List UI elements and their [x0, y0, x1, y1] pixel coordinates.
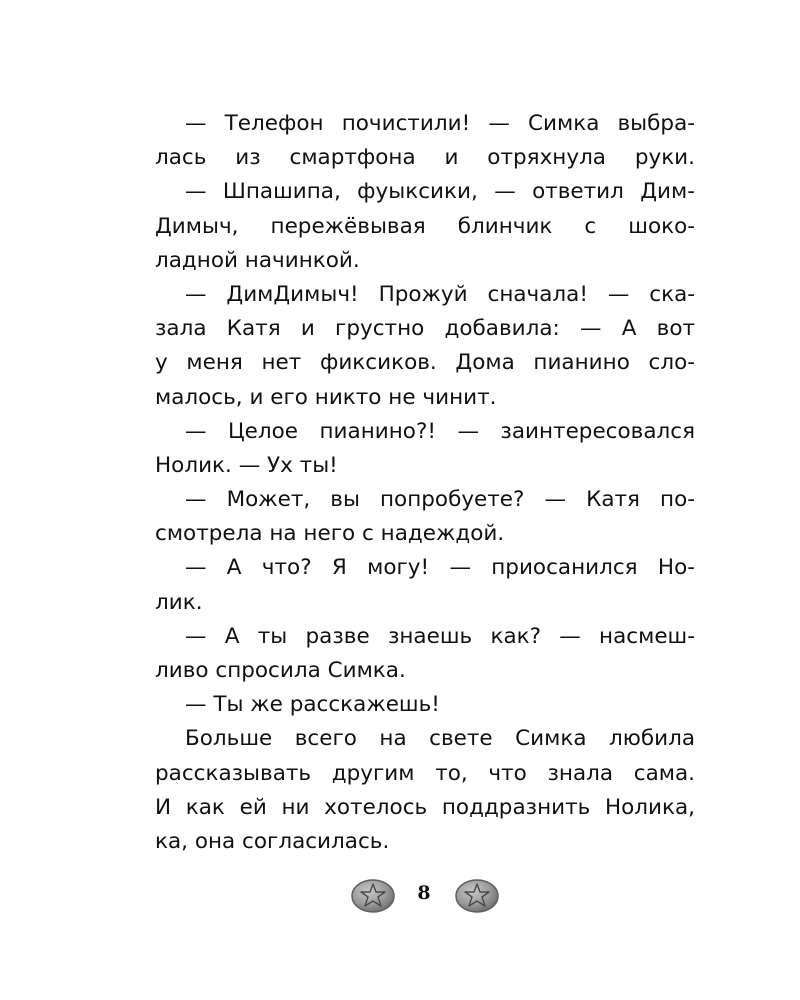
- text-line-18: — Ты же расскажешь!: [185, 692, 440, 718]
- text-line-15: лик.: [155, 589, 203, 615]
- text-line-6: — ДимДимыч! Прожуй сначала! — ска-: [185, 281, 695, 307]
- text-line-11: Нолик. — Ух ты!: [155, 452, 338, 478]
- text-line-16: — А ты разве знаешь как? — насмеш-: [185, 623, 695, 649]
- text-line-8: у меня нет фиксиков. Дома пианино сло-: [155, 350, 695, 376]
- text-line-5: ладной начинкой.: [155, 247, 360, 273]
- text-line-9: малось, и его никто не чинит.: [155, 384, 497, 410]
- text-line-21: И как ей ни хотелось поддразнить Нолика,: [155, 794, 695, 820]
- text-line-7: зала Катя и грустно добавила: — А вот: [155, 316, 695, 342]
- text-line-14: — А что? Я могу! — приосанился Но-: [185, 555, 695, 581]
- text-line-2: лась из смартфона и отряхнула руки.: [155, 145, 695, 171]
- text-line-1: — Телефон почистили! — Симка выбра-: [185, 111, 695, 136]
- text-line-22: ка, она согласилась.: [155, 828, 390, 854]
- text-line-3: — Шпашипа, фуыксики, — ответил Дим-: [185, 179, 695, 205]
- text-line-13: смотрела на него с надеждой.: [155, 521, 505, 547]
- page-footer: [0, 876, 800, 920]
- page-text: [155, 107, 695, 859]
- text-line-19: Больше всего на свете Симка любила: [185, 726, 695, 752]
- text-line-17: ливо спросила Симка.: [155, 658, 406, 683]
- star-coin-icon: [349, 876, 397, 916]
- text-line-10: — Целое пианино?! — заинтересовался: [185, 418, 695, 444]
- page-number: 8: [417, 882, 431, 904]
- text-line-4: Димыч, пережёвывая блинчик с шоко-: [155, 213, 695, 239]
- text-line-20: рассказывать другим то, что знала сама.: [155, 760, 695, 786]
- text-line-12: — Может, вы попробуете? — Катя по-: [185, 487, 695, 513]
- star-coin-icon: [453, 876, 501, 916]
